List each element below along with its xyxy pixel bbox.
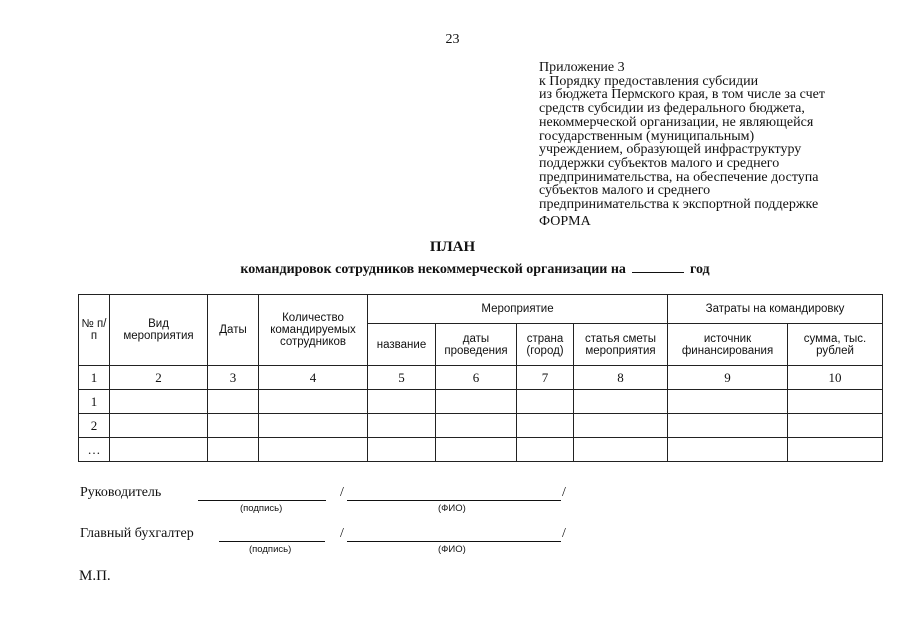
- table-cell[interactable]: [436, 438, 517, 462]
- subtitle-year-word: год: [689, 262, 710, 277]
- table-cell[interactable]: [110, 390, 208, 414]
- column-number: 10: [788, 366, 883, 390]
- appendix-line: некоммерческой организации, не являющейся: [539, 114, 814, 130]
- header-funding-source: источник финансирования: [668, 324, 788, 366]
- table-cell[interactable]: [517, 390, 574, 414]
- accountant-label: Главный бухгалтер: [80, 526, 194, 541]
- table-cell[interactable]: [668, 414, 788, 438]
- document-subtitle: [0, 260, 905, 278]
- table-cell[interactable]: [788, 390, 883, 414]
- table-cell[interactable]: [517, 438, 574, 462]
- table-cell[interactable]: [208, 414, 259, 438]
- appendix-line: предпринимательства к экспортной поддержке: [539, 197, 819, 213]
- appendix-line: средств субсидии из федерального бюджета,: [539, 101, 805, 117]
- appendix-block: [539, 61, 879, 212]
- table-cell[interactable]: [436, 390, 517, 414]
- table-cell[interactable]: [668, 390, 788, 414]
- header-amount: сумма, тыс. рублей: [788, 324, 883, 366]
- table-cell[interactable]: [259, 390, 368, 414]
- table-cell[interactable]: [368, 438, 436, 462]
- header-group-event: Мероприятие: [368, 295, 668, 324]
- year-blank-field[interactable]: [632, 260, 684, 273]
- head-slash-right: /: [562, 485, 566, 500]
- header-country: страна (город): [517, 324, 574, 366]
- appendix-line: предпринимательства, на обеспечение доступа: [539, 169, 819, 185]
- appendix-line: поддержки субъектов малого и среднего: [539, 155, 780, 171]
- stamp-label: М.П.: [79, 568, 111, 584]
- column-number: 8: [574, 366, 668, 390]
- header-event-type: Вид мероприятия: [110, 295, 208, 366]
- head-slash-left: /: [340, 485, 344, 500]
- table-row: [79, 414, 883, 438]
- header-employees-count: Количество командируемых сотрудников: [259, 295, 368, 366]
- table-cell[interactable]: [574, 414, 668, 438]
- appendix-line: из бюджета Пермского края, в том числе за счет: [539, 87, 825, 103]
- plan-table: [78, 294, 883, 462]
- table-cell[interactable]: [574, 438, 668, 462]
- accountant-slash-left: /: [340, 526, 344, 541]
- header-dates: Даты: [208, 295, 259, 366]
- appendix-line: субъектов малого и среднего: [539, 183, 711, 199]
- form-label: ФОРМА: [539, 214, 591, 229]
- appendix-line: учреждением, образующей инфраструктуру: [539, 142, 802, 158]
- table-cell[interactable]: [208, 390, 259, 414]
- accountant-name-hint: (ФИО): [438, 544, 466, 555]
- row-label: …: [79, 438, 110, 462]
- column-number: 2: [110, 366, 208, 390]
- head-name-hint: (ФИО): [438, 503, 466, 514]
- table-cell[interactable]: [259, 438, 368, 462]
- column-number-row: [79, 366, 883, 390]
- header-event-dates: даты проведения: [436, 324, 517, 366]
- header-group-costs: Затраты на командировку: [668, 295, 883, 324]
- accountant-name-line[interactable]: [347, 541, 561, 542]
- table-row: [79, 438, 883, 462]
- table-cell[interactable]: [368, 390, 436, 414]
- accountant-slash-right: /: [562, 526, 566, 541]
- subtitle-text: командировок сотрудников некоммерческой организации на: [240, 262, 626, 277]
- column-number: 7: [517, 366, 574, 390]
- column-number: 3: [208, 366, 259, 390]
- table-cell[interactable]: [259, 414, 368, 438]
- table-cell[interactable]: [208, 438, 259, 462]
- head-name-line[interactable]: [347, 500, 561, 501]
- column-number: 1: [79, 366, 110, 390]
- table-cell[interactable]: [110, 438, 208, 462]
- column-number: 6: [436, 366, 517, 390]
- column-number: 9: [668, 366, 788, 390]
- table-cell[interactable]: [436, 414, 517, 438]
- appendix-line: государственным (муниципальным): [539, 128, 755, 144]
- head-signature-hint: (подпись): [240, 503, 283, 514]
- table-cell[interactable]: [368, 414, 436, 438]
- head-label: Руководитель: [80, 485, 162, 500]
- appendix-line: Приложение 3: [539, 60, 625, 75]
- table-cell[interactable]: [110, 414, 208, 438]
- document-title: ПЛАН: [429, 239, 476, 255]
- header-budget-item: статья сметы мероприятия: [574, 324, 668, 366]
- table-cell[interactable]: [788, 438, 883, 462]
- table-cell[interactable]: [668, 438, 788, 462]
- header-number: № п/п: [79, 295, 110, 366]
- accountant-signature-hint: (подпись): [249, 544, 292, 555]
- header-event-name: название: [368, 324, 436, 366]
- table-cell[interactable]: [788, 414, 883, 438]
- column-number: 4: [259, 366, 368, 390]
- table-row: [79, 390, 883, 414]
- row-label: 1: [79, 390, 110, 414]
- accountant-signature-line[interactable]: [219, 541, 325, 542]
- row-label: 2: [79, 414, 110, 438]
- page-number: 23: [445, 32, 460, 47]
- head-signature-line[interactable]: [198, 500, 326, 501]
- table-cell[interactable]: [517, 414, 574, 438]
- column-number: 5: [368, 366, 436, 390]
- table-cell[interactable]: [574, 390, 668, 414]
- appendix-line: к Порядку предоставления субсидии: [539, 73, 759, 89]
